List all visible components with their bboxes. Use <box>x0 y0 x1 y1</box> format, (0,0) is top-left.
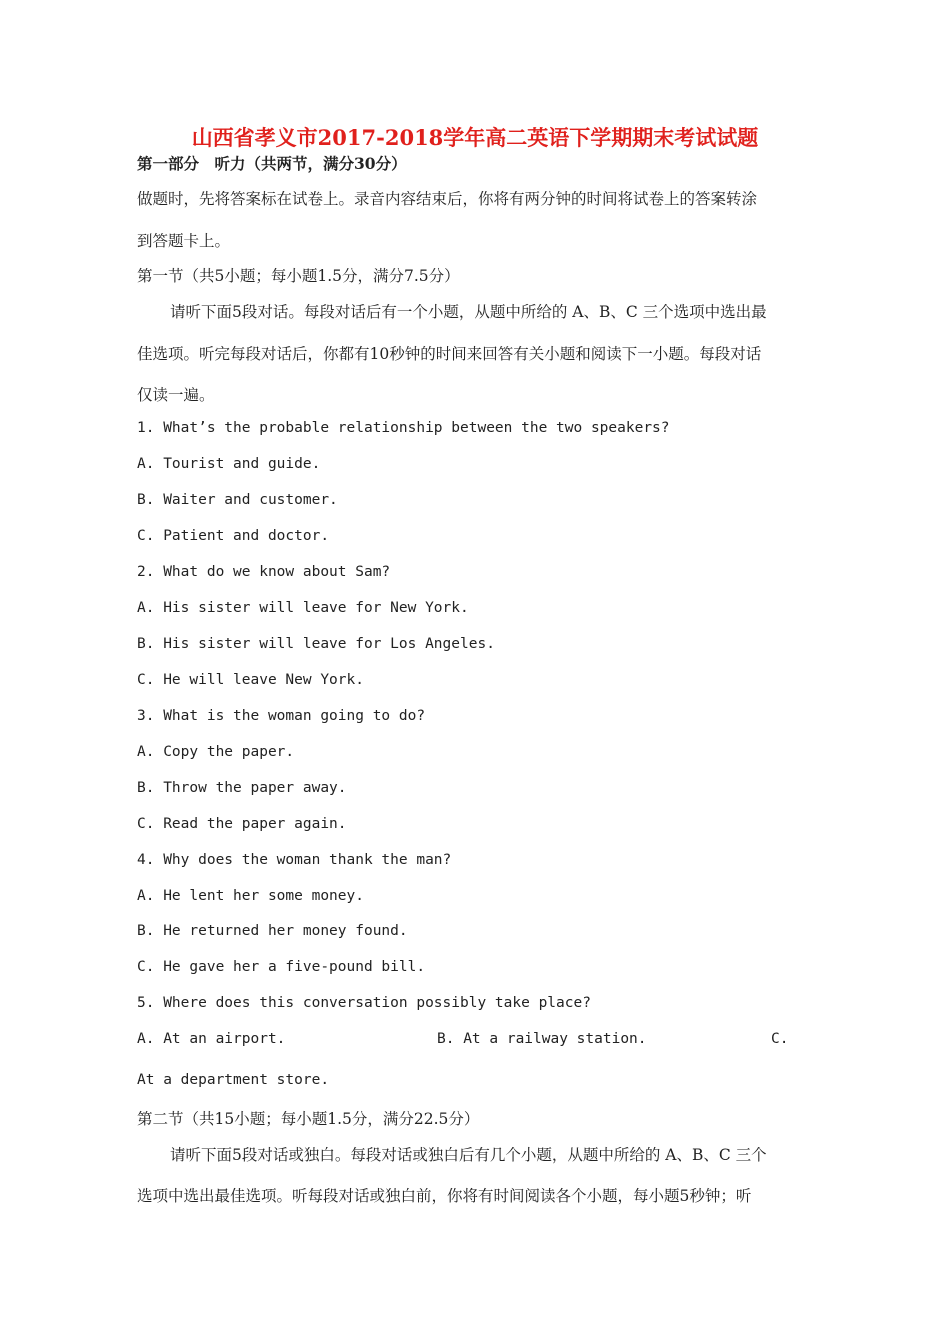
section1-instruction-line-3: 仅读一遍。 <box>137 386 215 404</box>
question-1: 1. What’s the probable relationship between the two speakers? <box>137 420 670 436</box>
option-1b: B. Waiter and customer. <box>137 492 338 508</box>
option-1c: C. Patient and doctor. <box>137 528 330 544</box>
page-title: 山西省孝义市2017-2018学年高二英语下学期期末考试试题 <box>191 125 759 150</box>
question-3: 3. What is the woman going to do? <box>137 708 426 724</box>
part1-instruction-line-1: 做题时，先将答案标在试卷上。录音内容结束后，你将有两分钟的时间将试卷上的答案转涂 <box>137 190 758 208</box>
section1-heading: 第一节（共5小题；每小题1.5分，满分7.5分） <box>137 267 460 285</box>
question-4: 4. Why does the woman thank the man? <box>137 852 452 868</box>
section1-instruction-line-2: 佳选项。听完每段对话后，你都有10秒钟的时间来回答有关小题和阅读下一小题。每段对话 <box>137 345 762 363</box>
option-1a: A. Tourist and guide. <box>137 456 321 472</box>
option-5c-label: C. <box>771 1031 789 1047</box>
section2-heading: 第二节（共15小题；每小题1.5分，满分22.5分） <box>137 1110 480 1128</box>
option-5c-text: At a department store. <box>137 1072 330 1088</box>
option-5b: B. At a railway station. <box>437 1031 647 1047</box>
part1-heading: 第一部分 听力（共两节，满分30分） <box>137 154 407 173</box>
option-3c: C. Read the paper again. <box>137 816 347 832</box>
option-2c: C. He will leave New York. <box>137 672 364 688</box>
option-3a: A. Copy the paper. <box>137 744 295 760</box>
option-2a: A. His sister will leave for New York. <box>137 600 469 616</box>
option-2b: B. His sister will leave for Los Angeles. <box>137 636 495 652</box>
option-4c: C. He gave her a five-pound bill. <box>137 959 426 975</box>
question-5: 5. Where does this conversation possibly take place? <box>137 995 591 1011</box>
option-4b: B. He returned her money found. <box>137 923 408 939</box>
part1-instruction-line-2: 到答题卡上。 <box>137 232 231 250</box>
option-3b: B. Throw the paper away. <box>137 780 347 796</box>
section1-instruction-line-1: 请听下面5段对话。每段对话后有一个小题，从题中所给的 A、B、C 三个选项中选出最 <box>170 303 767 321</box>
option-4a: A. He lent her some money. <box>137 888 364 904</box>
question-2: 2. What do we know about Sam? <box>137 564 391 580</box>
section2-instruction-line-1: 请听下面5段对话或独白。每段对话或独白后有几个小题，从题中所给的 A、B、C 三个 <box>170 1146 767 1164</box>
option-5a: A. At an airport. <box>137 1031 286 1047</box>
section2-instruction-line-2: 选项中选出最佳选项。听每段对话或独白前，你将有时间阅读各个小题，每小题5秒钟；听 <box>137 1187 752 1205</box>
